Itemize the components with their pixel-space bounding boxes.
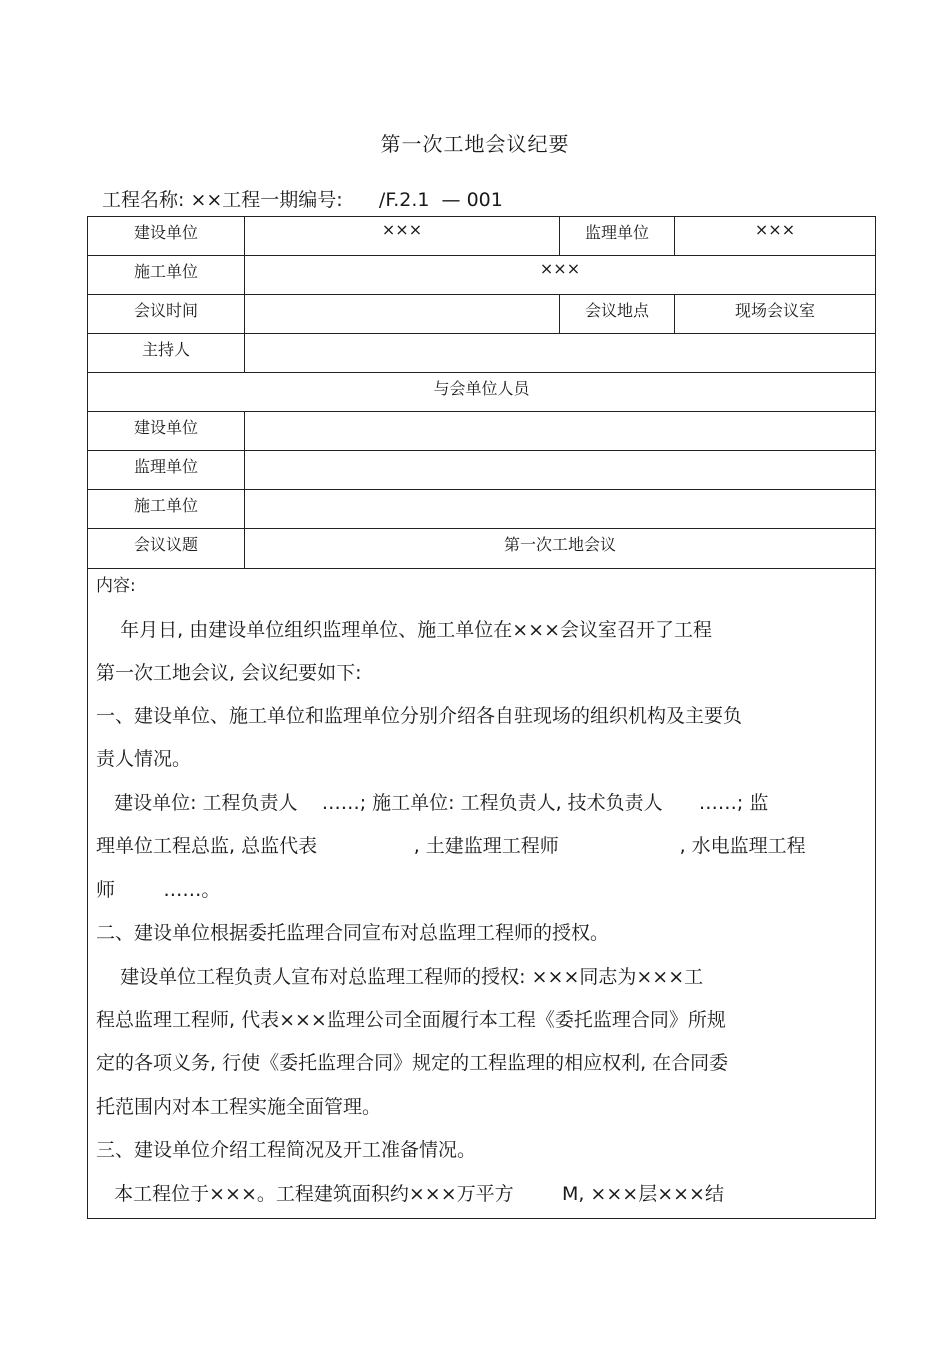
contractor-unit-value: ××× (539, 259, 581, 278)
content-line: 理单位工程总监, 总监代表 , 土建监理工程师 , 水电监理工程 (96, 835, 806, 857)
table-row (88, 295, 875, 334)
topic-label: 会议议题 (88, 529, 245, 568)
attendees-header: 与会单位人员 (433, 379, 530, 398)
content-line: 师 ……。 (96, 879, 221, 901)
content-line: 第一次工地会议, 会议纪要如下: (96, 662, 362, 684)
content-line: 定的各项义务, 行使《委托监理合同》规定的工程监理的相应权利, 在合同委 (96, 1052, 729, 1074)
meeting-time-value (245, 295, 560, 333)
content-line: 建设单位: 工程负责人 ……; 施工单位: 工程负责人, 技术负责人 ……; 监 (96, 792, 769, 814)
supervisor-unit-label: 监理单位 (560, 217, 675, 255)
topic-value: 第一次工地会议 (503, 535, 616, 554)
content-box (87, 567, 876, 1219)
document-title: 第一次工地会议纪要 (380, 132, 570, 156)
meeting-info-table (87, 216, 876, 569)
attendee-contractor-value (245, 490, 875, 528)
project-subheading: 工程名称: ××工程一期编号: /F.2.1 — 001 (102, 189, 503, 211)
host-value (245, 334, 875, 372)
meeting-place-label: 会议地点 (560, 295, 675, 333)
table-row (88, 412, 875, 451)
content-line: 托范围内对本工程实施全面管理。 (96, 1096, 382, 1118)
table-row (88, 529, 875, 568)
content-line: 三、建设单位介绍工程简况及开工准备情况。 (96, 1139, 477, 1161)
content-label: 内容: (96, 576, 136, 596)
attendee-owner-value (245, 412, 875, 450)
table-row (88, 451, 875, 490)
content-line: 本工程位于×××。工程建筑面积约×××万平方 M, ×××层×××结 (96, 1183, 724, 1205)
meeting-place-value: 现场会议室 (734, 301, 815, 320)
host-label: 主持人 (88, 334, 245, 372)
owner-unit-label: 建设单位 (88, 217, 245, 255)
content-line: 责人情况。 (96, 748, 192, 770)
content-line: 程总监理工程师, 代表×××监理公司全面履行本工程《委托监理合同》所规 (96, 1009, 726, 1031)
contractor-unit-label: 施工单位 (88, 256, 245, 294)
table-row (88, 256, 875, 295)
supervisor-unit-value: ××× (754, 220, 796, 239)
table-row (88, 217, 875, 256)
attendee-contractor-label: 施工单位 (88, 490, 245, 528)
table-row (88, 490, 875, 529)
attendee-supervisor-label: 监理单位 (88, 451, 245, 489)
attendee-supervisor-value (245, 451, 875, 489)
owner-unit-value: ××× (245, 217, 560, 255)
attendee-owner-label: 建设单位 (88, 412, 245, 450)
table-row (88, 334, 875, 373)
meeting-time-label: 会议时间 (88, 295, 245, 333)
content-line: 一、建设单位、施工单位和监理单位分别介绍各自驻现场的组织机构及主要负 (96, 705, 743, 727)
table-row (88, 373, 875, 412)
content-line: 年月日, 由建设单位组织监理单位、施工单位在×××会议室召开了工程 (96, 619, 712, 641)
content-line: 建设单位工程负责人宣布对总监理工程师的授权: ×××同志为×××工 (96, 966, 704, 988)
content-line: 二、建设单位根据委托监理合同宣布对总监理工程师的授权。 (96, 922, 610, 944)
